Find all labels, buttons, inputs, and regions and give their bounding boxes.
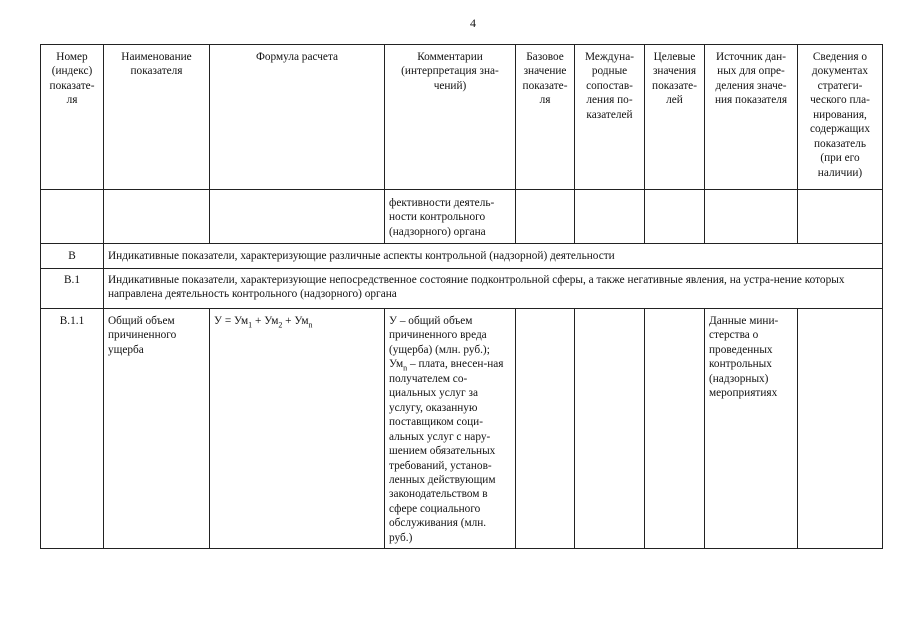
indicator-comment: У – общий объем причиненного вреда (ущерба) (млн. руб.); $Ум_n$ – плата, внесен-ная получателем со-циальных услуг за услугу, оказанную поставщиком соци-альных услуг с нару-шением обязательных требований, установ-ленных действующим законодательством в сфере социального обслуживания (млн. руб.) bbox=[385, 309, 516, 549]
header-base-value: Базовое значение показате-ля bbox=[516, 45, 575, 190]
indicator-source: Данные мини-стерства о проведенных контрольных (надзорных) мероприятиях bbox=[705, 309, 798, 549]
section-b1-row bbox=[41, 269, 883, 309]
empty-cell bbox=[210, 190, 385, 244]
header-comments: Комментарии (интерпретация зна-чений) bbox=[385, 45, 516, 190]
empty-cell bbox=[798, 309, 883, 549]
page-number: 4 bbox=[470, 16, 476, 30]
indicator-name: Общий объем причиненного ущерба bbox=[104, 309, 210, 549]
section-b1-title: Индикативные показатели, характеризующие непосредственное состояние подконтрольной сферы, а также негативные явления, на устра-нение которых направлена деятельность контрольного (надзорного) органа bbox=[104, 269, 883, 309]
continuation-comment: фективности деятель-ности контрольного (надзорного) органа bbox=[385, 190, 516, 244]
indicators-table bbox=[40, 44, 883, 549]
section-b-row bbox=[41, 244, 883, 269]
empty-cell bbox=[575, 309, 645, 549]
header-data-source: Источник дан-ных для опре-деления значе-ния показателя bbox=[705, 45, 798, 190]
empty-cell bbox=[575, 190, 645, 244]
empty-cell bbox=[41, 190, 104, 244]
continuation-row bbox=[41, 190, 883, 244]
indicator-formula: $У = Ум_1 + Ум_2 + Ум_n$ bbox=[210, 309, 385, 549]
header-index: Номер (индекс) показате-ля bbox=[41, 45, 104, 190]
empty-cell bbox=[705, 190, 798, 244]
header-target-values: Целевые значения показате-лей bbox=[645, 45, 705, 190]
indicator-code: В.1.1 bbox=[41, 309, 104, 549]
empty-cell bbox=[516, 190, 575, 244]
empty-cell bbox=[798, 190, 883, 244]
header-planning-docs: Сведения о документах стратеги-ческого пла-нирования, содержащих показатель (при его наличии) bbox=[798, 45, 883, 190]
header-formula: Формула расчета bbox=[210, 45, 385, 190]
empty-cell bbox=[516, 309, 575, 549]
table-header-row bbox=[41, 45, 883, 190]
empty-cell bbox=[645, 309, 705, 549]
section-b-code: В bbox=[41, 244, 104, 269]
indicator-b11-row bbox=[41, 309, 883, 549]
section-b1-code: В.1 bbox=[41, 269, 104, 309]
empty-cell bbox=[645, 190, 705, 244]
section-b-title: Индикативные показатели, характеризующие различные аспекты контрольной (надзорной) деятельности bbox=[104, 244, 883, 269]
empty-cell bbox=[104, 190, 210, 244]
header-name: Наименование показателя bbox=[104, 45, 210, 190]
header-international: Междуна-родные сопостав-ления по-казателей bbox=[575, 45, 645, 190]
